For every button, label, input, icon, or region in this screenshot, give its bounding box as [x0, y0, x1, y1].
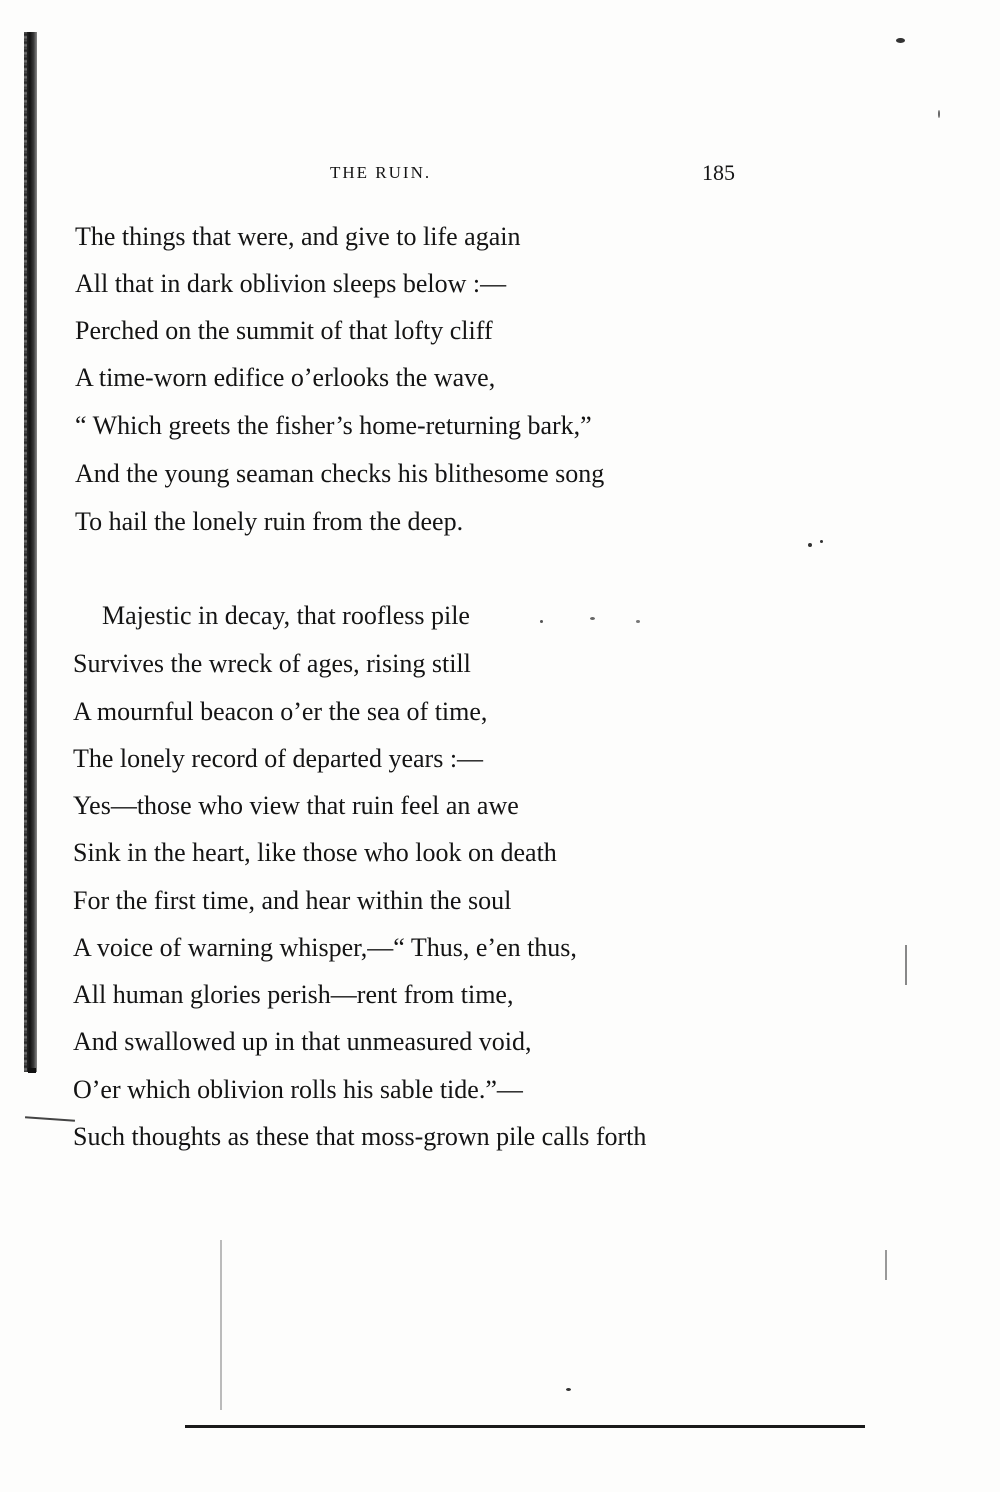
ink-stroke: [25, 1116, 75, 1121]
ink-speck: [220, 1240, 222, 1410]
ink-speck: [885, 1250, 887, 1280]
verse-line: A time-worn edifice o’erlooks the wave,: [75, 363, 496, 392]
verse-line: All human glories perish—rent from time,: [73, 980, 514, 1009]
verse-line: “ Which greets the fisher’s home-returning bark,”: [75, 411, 592, 440]
ink-speck: [896, 38, 905, 43]
verse-line: Sink in the heart, like those who look on death: [73, 838, 557, 867]
verse-line: And the young seaman checks his blithesome song: [75, 459, 605, 488]
verse-line: For the first time, and hear within the soul: [73, 886, 512, 915]
binding-edge: [26, 32, 37, 1072]
ink-speck: [636, 620, 640, 623]
verse-line: And swallowed up in that unmeasured void,: [73, 1027, 532, 1056]
verse-line: A mournful beacon o’er the sea of time,: [73, 697, 488, 726]
bottom-rule: [185, 1425, 865, 1428]
verse-line: The things that were, and give to life again: [75, 222, 521, 251]
verse-line: The lonely record of departed years :—: [73, 744, 484, 773]
verse-line: Such thoughts as these that moss-grown pile calls forth: [73, 1122, 647, 1151]
verse-line: O’er which oblivion rolls his sable tide.”—: [73, 1075, 523, 1104]
page-number: 185: [702, 160, 735, 185]
running-head: [70, 160, 735, 190]
verse-line: Yes—those who view that ruin feel an awe: [73, 791, 519, 820]
verse-line: Perched on the summit of that lofty cliff: [75, 316, 493, 345]
ink-speck: [820, 540, 823, 543]
ink-speck: [566, 1388, 571, 1391]
binding-mark: [28, 1068, 36, 1073]
ink-speck: [540, 620, 543, 623]
ink-speck: [590, 617, 595, 620]
verse-line: All that in dark oblivion sleeps below :—: [75, 269, 507, 298]
ink-speck: [938, 110, 940, 118]
ink-speck: [905, 945, 907, 985]
verse-line: Survives the wreck of ages, rising still: [73, 649, 471, 678]
verse-line: A voice of warning whisper,—“ Thus, e’en thus,: [73, 933, 577, 962]
ink-speck: [808, 543, 812, 547]
verse-line: Majestic in decay, that roofless pile: [102, 601, 470, 630]
verse-line: To hail the lonely ruin from the deep.: [75, 507, 464, 536]
running-title: THE RUIN.: [330, 163, 432, 182]
